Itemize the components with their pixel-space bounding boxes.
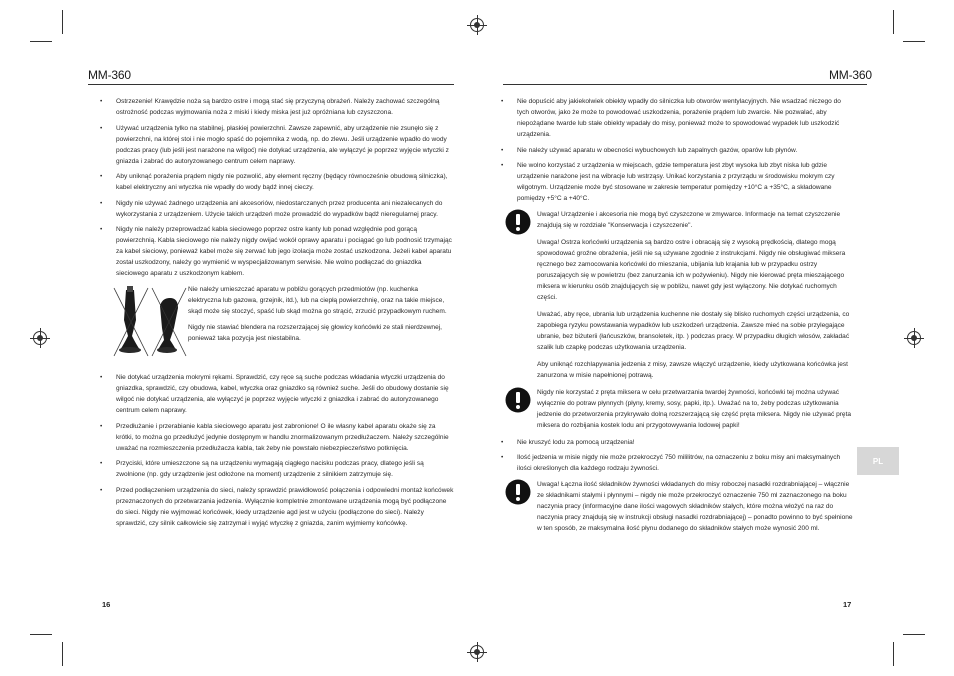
warning-exclamation-icon bbox=[505, 387, 531, 413]
list-item bbox=[100, 171, 454, 193]
page-number: 17 bbox=[843, 600, 852, 609]
crop-mark bbox=[30, 41, 52, 42]
list-item bbox=[100, 224, 454, 279]
header-rule bbox=[88, 84, 454, 85]
paragraph: Uwaga! Łączna ilość składników żywności wkładanych do misy roboczej nasadki rozdrabniającej – włącznie ze składnikami stałymi i płynnymi – nigdy nie może przekroczyć oznaczenie 750 ml zaznaczonego na boku naczynia pracy (informacyjne dane ilości wagowych składników stałych, które można włożyć na raz do naczynia pracy znajdują się w instrukcji obsługi nasadki rozdrabniającej) – ponadto powinno to być spełnione w ten sposób, ze maksymalna ilość płynu dodanego do składników stałych może wynosić 200 ml. bbox=[537, 480, 853, 532]
list-item-text: Przed podłączeniem urządzenia do sieci, należy sprawdzić prawidłowość połączenia i odpowiedni montaż końcówek przeznaczonych do przetwarzania jedzenia. Wyłącznie kompletnie zmontowane urządzenia mogą być podłączone do sieci. Nigdy nie wyjmować końcówek, kiedy urządzenie agd jest w użyciu (podłączone do sieci). Należy sprawdzić, czy silnik całkowicie się zatrzymał i wyjąć wtyczkę z gniazda, zanim wyjmiemy końcówkę. bbox=[116, 486, 454, 527]
list-item-text: Nigdy nie należy przeprowadzać kabla sieciowego poprzez ostre kanty lub ponad względnie pod gorącą powierzchnią. Kabla sieciowego nie należy nigdy owijać wokół oprawy aparatu i pociągać go lub podnosić trzymając za kabel sieciowy, ponieważ kabel może się zerwać lub jego izolacja może zostać uszkodzona. Jeżeli kabel aparatu został uszkodzony, należy go wymienić w wyspecjalizowanym serwisie. Nie wolno podłączać do gniazdka sieciowego aparatu z uszkodzonym kablem. bbox=[116, 226, 452, 278]
list-item-text: Używać urządzenia tylko na stabilnej, płaskiej powierzchni. Zawsze zapewnić, aby urządzenie nie zsunęło się z powierzchni, na której stoi i nie mogło spaść do pojemnika z wodą, np. do zlewu. Jeśli urządzenie wpadło do wody podczas pracy (lub jeśli jest narażone na wilgoć) nie dotykać urządzenia, ale wyłączyć je poprzez wyjęcie wtyczki z gniazda i zabrać do autoryzowanego centrum celem naprawy. bbox=[116, 124, 449, 165]
list-item-text: Aby uniknąć porażenia prądem nigdy nie pozwolić, aby element ręczny (będący równocześnie obudową silniczka), kabel elektryczny ani wtyczka nie wpadły do wody bądź innej cieczy. bbox=[116, 173, 448, 192]
bullet: • bbox=[501, 454, 504, 462]
crop-mark bbox=[62, 10, 63, 34]
list-item bbox=[100, 96, 454, 118]
list-item-text: Ilość jedzenia w misie nigdy nie może przekroczyć 750 mililitrów, na oznaczeniu z boku misy ani maksymalnych ilości określonych dla każdego rodzaju żywności. bbox=[517, 454, 841, 473]
crop-mark bbox=[903, 41, 925, 42]
paragraph: Uwaga! Ostrza końcówki urządzenia są bardzo ostre i obracają się z wysoką prędkością, dlatego mogą spowodować groźne obrażenia, jeśli nie są używane zgodnie z instrukcjami. Nigdy nie obsługiwać miksera ręcznego bez zamocowania końcówki do mieszania, ubijania lub krajania lub w przypadku ostrzy poruszających się w powietrzu (bez zanurzania ich w pożywieniu). Nigdy nie kierować pręta mieszającego miksera w kierunku osób znajdujących się w pobliżu, nawet gdy jest wyłączony. Nie dotykać ruchomych części. bbox=[537, 238, 846, 301]
list-item bbox=[100, 123, 454, 167]
bullet: • bbox=[100, 226, 103, 234]
bullet: • bbox=[100, 173, 103, 181]
bullet: • bbox=[100, 124, 103, 132]
warning-exclamation-icon bbox=[505, 209, 531, 235]
figure-block bbox=[100, 284, 454, 364]
list-item-text: Nigdy nie używać żadnego urządzenia ani akcesoriów, niedostarczanych przez producenta ani niezalecanych do wykorzystania z urządzeniem. Użycie takich urządzeń może prowadzić do wypadków bądź nieregularnej pracy. bbox=[116, 199, 443, 218]
model-header: MM-360 bbox=[88, 68, 131, 82]
list-item-text: Nie wolno korzystać z urządzenia w miejscach, gdzie temperatura jest zbyt wysoka lub zbyt niska lub gdzie urządzenie narażone jest na wibracje lub wstrząsy. Unikać korzystania z przyrządu w środowisku mokrym czy wilgotnym. Urządzenie może być stosowane w zakresie temperatur pomiędzy +10°C a +35°C, a składowane pomiędzy +5°C a +40°C. bbox=[517, 162, 835, 203]
page-number: 16 bbox=[102, 600, 111, 609]
blender-on-head-prohibited-illustration bbox=[112, 284, 188, 360]
warning-text bbox=[537, 209, 853, 381]
crop-mark bbox=[30, 634, 52, 635]
list-item bbox=[501, 96, 853, 140]
paragraph: Uwaga! Urządzenie i akcesoria nie mogą być czyszczone w zmywarce. Informacje na temat czyszczenie znajdują się w rozdziale "Konserwacja i czyszczenie". bbox=[537, 210, 841, 229]
warning-block bbox=[501, 387, 853, 431]
bullet-list bbox=[100, 372, 454, 529]
warning-exclamation-icon bbox=[505, 479, 531, 505]
list-item bbox=[100, 372, 454, 416]
bullet: • bbox=[100, 373, 103, 381]
header-rule bbox=[503, 84, 867, 85]
list-item-text: Nie kruszyć lodu za pomocą urządzenia! bbox=[517, 438, 635, 446]
bullet: • bbox=[501, 98, 504, 105]
list-item bbox=[501, 160, 853, 204]
list-item bbox=[100, 485, 454, 529]
list-item-text: Przedłużanie i przerabianie kabla sieciowego aparatu jest zabronione! O ile własny kabel aparatu okaże się za krótki, to można go przedłużyć jedynie dostępnym w handlu znormalizowanym przedłużaczem. Należy szczególnie uważać na rozmieszczenia przedłużacza kabla, tak żeby nie powstało niebezpieczeństwo potknięcia. bbox=[116, 422, 449, 452]
list-item bbox=[501, 452, 853, 474]
bullet: • bbox=[100, 460, 103, 468]
crop-mark bbox=[893, 642, 894, 666]
bullet: • bbox=[100, 199, 103, 207]
figure-caption bbox=[188, 284, 450, 349]
list-item bbox=[100, 198, 454, 220]
crop-mark bbox=[62, 642, 63, 666]
bullet: • bbox=[501, 162, 504, 170]
bullet: • bbox=[501, 438, 504, 446]
bullet-list bbox=[100, 96, 454, 279]
list-item-text: Nie dopuścić aby jakiekolwiek obiekty wpadły do silniczka lub otworów wentylacyjnych. Nie wsadzać niczego do tych otworów, jako że może to powodować uszkodzenia, porażenie prądem lub zwarcie. Nie pozwalać, aby niepożądane twarde lub stałe obiekty wpadały do misy, ponieważ może to spowodować wypadek lub uszkodzić urządzenia. bbox=[517, 98, 841, 138]
list-item bbox=[100, 421, 454, 454]
crop-mark bbox=[903, 634, 925, 635]
language-tab: PL bbox=[857, 447, 899, 475]
warning-text bbox=[537, 387, 853, 431]
bullet-list bbox=[501, 96, 853, 204]
list-item bbox=[501, 145, 853, 156]
warning-text bbox=[537, 479, 853, 534]
registration-mark bbox=[33, 331, 47, 345]
bullet: • bbox=[100, 486, 103, 494]
list-item bbox=[100, 458, 454, 480]
bullet: • bbox=[100, 422, 103, 430]
list-item-text: Ostrzezenie! Krawędzie noża są bardzo ostre i mogą stać się przyczyną obrażeń. Należy zachować szczególną ostrożność podczas wyjmowania noża z miski i kiedy miska jest już opróżniana lub czyszczona. bbox=[116, 98, 440, 116]
paragraph: Nigdy nie korzystać z pręta miksera w celu przetwarzania twardej żywności, końcówki tej można używać wyłącznie do potraw płynnych (płyny, kremy, sosy, papki, itp.). Uważać na to, żeby podczas użytkowania jedzenie do przetworzenia przykrywało dolną rozszerzającą się część pręta miksera. Nigdy nie używać pręta miksera do rozbijania kostek lodu ani przygotowywania lodowej papki! bbox=[537, 388, 852, 429]
warning-block bbox=[501, 479, 853, 534]
list-item-text: Przyciski, które umieszczone są na urządzeniu wymagają ciągłego nacisku podczas pracy, dlatego jeśli są zwolnione (np. gdy urządzenie jest odłożone na moment) urządzenie z silnikiem zatrzymuje się. bbox=[116, 460, 424, 479]
model-header: MM-360 bbox=[829, 68, 872, 82]
left-content bbox=[100, 96, 454, 533]
warning-block bbox=[501, 209, 853, 381]
paragraph: Aby uniknąć rozchlapywania jedzenia z misy, zawsze włączyć urządzenie, kiedy użytkowana końcówka jest zanurzona w misie napełnionej potrawą. bbox=[537, 360, 848, 379]
paragraph: Uważać, aby ręce, ubrania lub urządzenia kuchenne nie dostały się blisko ruchomych części urządzenia, co zapobiega ryzyku powstawania wypadków lub uszkodzeń urządzenia. Zawsze mieć na sobie przylegające ubranie, bez biżuterii (łańcuszków, bransoletek, itp. ) podczas pracy. W przypadku długich włosów, zakładać szalik lub czapkę podczas użytkowania urządzenia. bbox=[537, 310, 850, 351]
right-content bbox=[501, 96, 853, 540]
right-page bbox=[477, 0, 954, 676]
list-item bbox=[501, 437, 853, 448]
list-item-text: Nie należy używać aparatu w obecności wybuchowych lub zapalnych gazów, oparów lub płynów. bbox=[517, 146, 798, 154]
bullet-list bbox=[501, 437, 853, 475]
registration-mark bbox=[907, 331, 921, 345]
list-item-text: Nie dotykać urządzenia mokrymi rękami. Sprawdzić, czy ręce są suche podczas wkładania wtyczki urządzenia do gniazdka, sprawdzić, czy obudowa, kabel, wtyczka oraz gniazdko są również suche. Jeśli do obudowy dostanie się wilgoć nie dotykać urządzenia, ale wyłączyć je poprzez wyjęcie wtyczki z gniazdka i zabrać do autoryzowanego centrum celem naprawy. bbox=[116, 373, 449, 414]
crop-mark bbox=[893, 10, 894, 34]
paragraph: Nie należy umieszczać aparatu w pobliżu gorących przedmiotów (np. kuchenka elektryczna lub gazowa, grzejnik, itd.), lub na ciepłą powierzchnię, oraz na takie miejsce, skąd może się stoczyć, spaść lub skąd można go strącić, zrzucić przypadkowym ruchem. bbox=[188, 285, 447, 315]
bullet: • bbox=[501, 146, 504, 154]
paragraph: Nigdy nie stawiać blendera na rozszerzającej się głowicy końcówki ze stali nierdzewnej, ponieważ taka pozycja jest niestabilna. bbox=[188, 323, 442, 342]
bullet: • bbox=[100, 98, 103, 105]
